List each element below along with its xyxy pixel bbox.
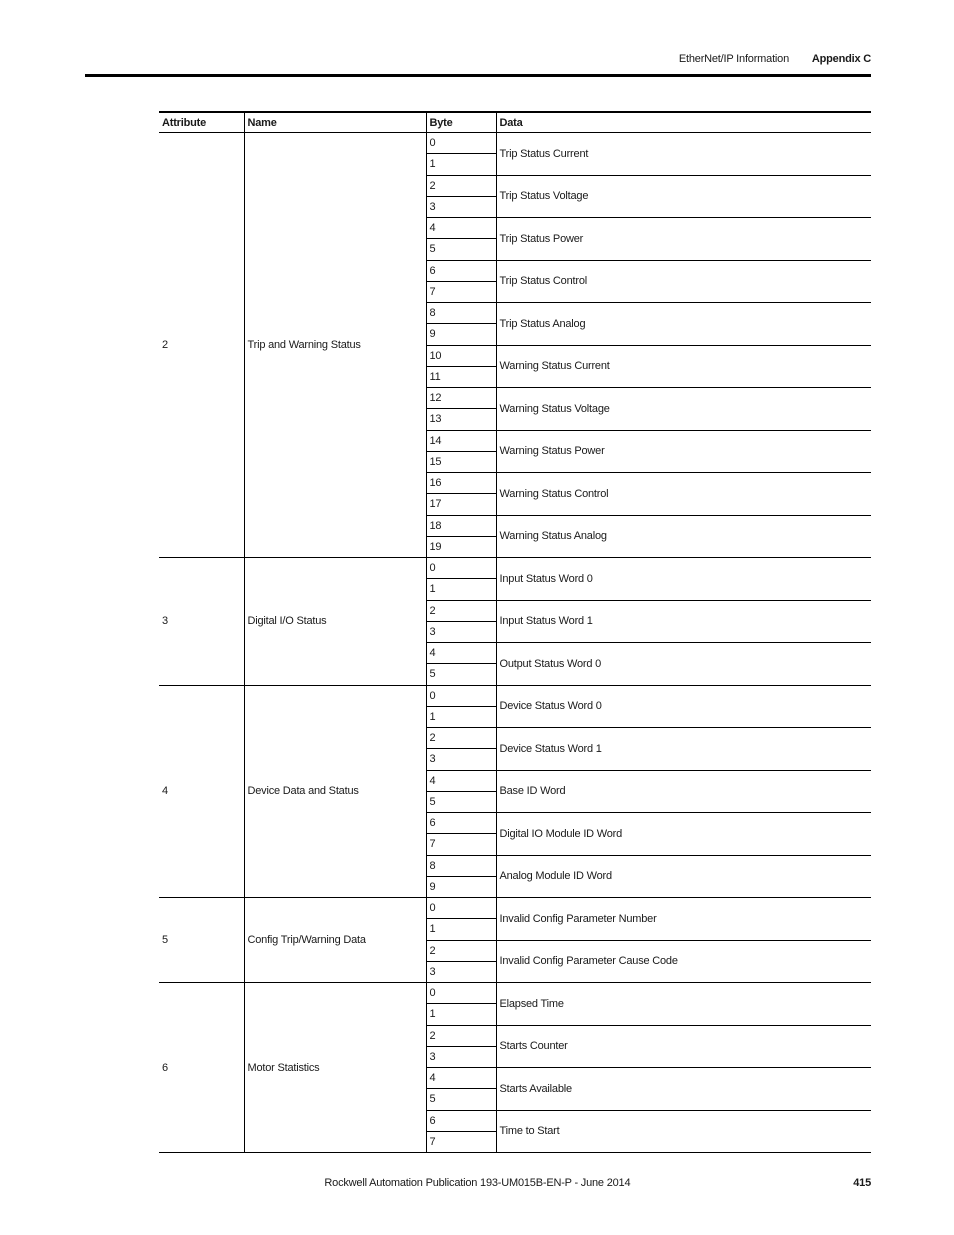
byte-cell: 2 <box>426 940 496 961</box>
byte-cell: 14 <box>426 430 496 451</box>
byte-cell: 0 <box>426 558 496 579</box>
table-row <box>159 558 871 579</box>
byte-cell: 1 <box>426 1004 496 1025</box>
attribute-table <box>159 111 871 1153</box>
data-cell: Input Status Word 0 <box>496 558 871 601</box>
running-header <box>679 53 871 65</box>
name-cell: Digital I/O Status <box>244 558 426 686</box>
byte-cell: 4 <box>426 218 496 239</box>
byte-cell: 2 <box>426 175 496 196</box>
byte-cell: 10 <box>426 345 496 366</box>
byte-cell: 2 <box>426 728 496 749</box>
byte-cell: 15 <box>426 451 496 472</box>
name-cell: Trip and Warning Status <box>244 133 426 558</box>
byte-cell: 3 <box>426 196 496 217</box>
byte-cell: 9 <box>426 876 496 897</box>
attribute-cell: 5 <box>159 898 244 983</box>
byte-cell: 5 <box>426 791 496 812</box>
byte-cell: 6 <box>426 1110 496 1131</box>
name-cell: Device Data and Status <box>244 685 426 898</box>
data-cell: Warning Status Current <box>496 345 871 388</box>
byte-cell: 13 <box>426 409 496 430</box>
data-cell: Trip Status Power <box>496 218 871 261</box>
byte-cell: 5 <box>426 239 496 260</box>
byte-cell: 1 <box>426 706 496 727</box>
data-cell: Trip Status Analog <box>496 303 871 346</box>
column-header-name: Name <box>244 112 426 133</box>
name-cell: Motor Statistics <box>244 983 426 1153</box>
data-cell: Starts Available <box>496 1068 871 1111</box>
name-cell: Config Trip/Warning Data <box>244 898 426 983</box>
byte-cell: 17 <box>426 494 496 515</box>
data-cell: Input Status Word 1 <box>496 600 871 643</box>
data-cell: Warning Status Analog <box>496 515 871 558</box>
footer-publication: Rockwell Automation Publication 193-UM015B-EN-P - June 2014 <box>324 1177 631 1189</box>
data-cell: Device Status Word 1 <box>496 728 871 771</box>
byte-cell: 9 <box>426 324 496 345</box>
byte-cell: 7 <box>426 834 496 855</box>
attribute-cell: 4 <box>159 685 244 898</box>
attribute-cell: 3 <box>159 558 244 686</box>
byte-cell: 0 <box>426 898 496 919</box>
data-cell: Time to Start <box>496 1110 871 1153</box>
byte-cell: 5 <box>426 664 496 685</box>
header-section-title: EtherNet/IP Information <box>678 53 790 65</box>
byte-cell: 3 <box>426 1046 496 1067</box>
byte-cell: 8 <box>426 303 496 324</box>
byte-cell: 19 <box>426 536 496 557</box>
byte-cell: 6 <box>426 813 496 834</box>
table-row <box>159 983 871 1004</box>
byte-cell: 18 <box>426 515 496 536</box>
data-cell: Elapsed Time <box>496 983 871 1026</box>
data-cell: Warning Status Power <box>496 430 871 473</box>
byte-cell: 1 <box>426 154 496 175</box>
data-cell: Base ID Word <box>496 770 871 813</box>
byte-cell: 11 <box>426 366 496 387</box>
byte-cell: 3 <box>426 961 496 982</box>
data-cell: Output Status Word 0 <box>496 643 871 686</box>
column-header-byte: Byte <box>426 112 496 133</box>
byte-cell: 5 <box>426 1089 496 1110</box>
header-appendix-label: Appendix C <box>811 53 871 65</box>
table-row <box>159 133 871 154</box>
attribute-cell: 2 <box>159 133 244 558</box>
byte-cell: 6 <box>426 260 496 281</box>
byte-cell: 12 <box>426 388 496 409</box>
attribute-cell: 6 <box>159 983 244 1153</box>
byte-cell: 2 <box>426 600 496 621</box>
data-cell: Device Status Word 0 <box>496 685 871 728</box>
byte-cell: 16 <box>426 473 496 494</box>
data-cell: Warning Status Control <box>496 473 871 516</box>
byte-cell: 8 <box>426 855 496 876</box>
data-cell: Trip Status Current <box>496 133 871 176</box>
byte-cell: 0 <box>426 685 496 706</box>
byte-cell: 3 <box>426 621 496 642</box>
data-cell: Warning Status Voltage <box>496 388 871 431</box>
byte-cell: 2 <box>426 1025 496 1046</box>
byte-cell: 4 <box>426 770 496 791</box>
table-row <box>159 898 871 919</box>
data-cell: Trip Status Control <box>496 260 871 303</box>
column-header-data: Data <box>496 112 871 133</box>
byte-cell: 1 <box>426 919 496 940</box>
byte-cell: 0 <box>426 983 496 1004</box>
column-header-attribute: Attribute <box>159 112 244 133</box>
data-cell: Digital IO Module ID Word <box>496 813 871 856</box>
byte-cell: 4 <box>426 643 496 664</box>
byte-cell: 1 <box>426 579 496 600</box>
byte-cell: 7 <box>426 281 496 302</box>
table-body <box>159 133 871 1153</box>
data-cell: Invalid Config Parameter Cause Code <box>496 940 871 983</box>
header-rule <box>85 74 871 77</box>
data-cell: Trip Status Voltage <box>496 175 871 218</box>
table-header-row <box>159 112 871 133</box>
data-cell: Starts Counter <box>496 1025 871 1068</box>
byte-cell: 4 <box>426 1068 496 1089</box>
table-row <box>159 685 871 706</box>
byte-cell: 3 <box>426 749 496 770</box>
page-number: 415 <box>853 1177 871 1189</box>
page-footer <box>324 1177 871 1189</box>
byte-cell: 7 <box>426 1131 496 1152</box>
data-cell: Analog Module ID Word <box>496 855 871 898</box>
data-cell: Invalid Config Parameter Number <box>496 898 871 941</box>
byte-cell: 0 <box>426 133 496 154</box>
